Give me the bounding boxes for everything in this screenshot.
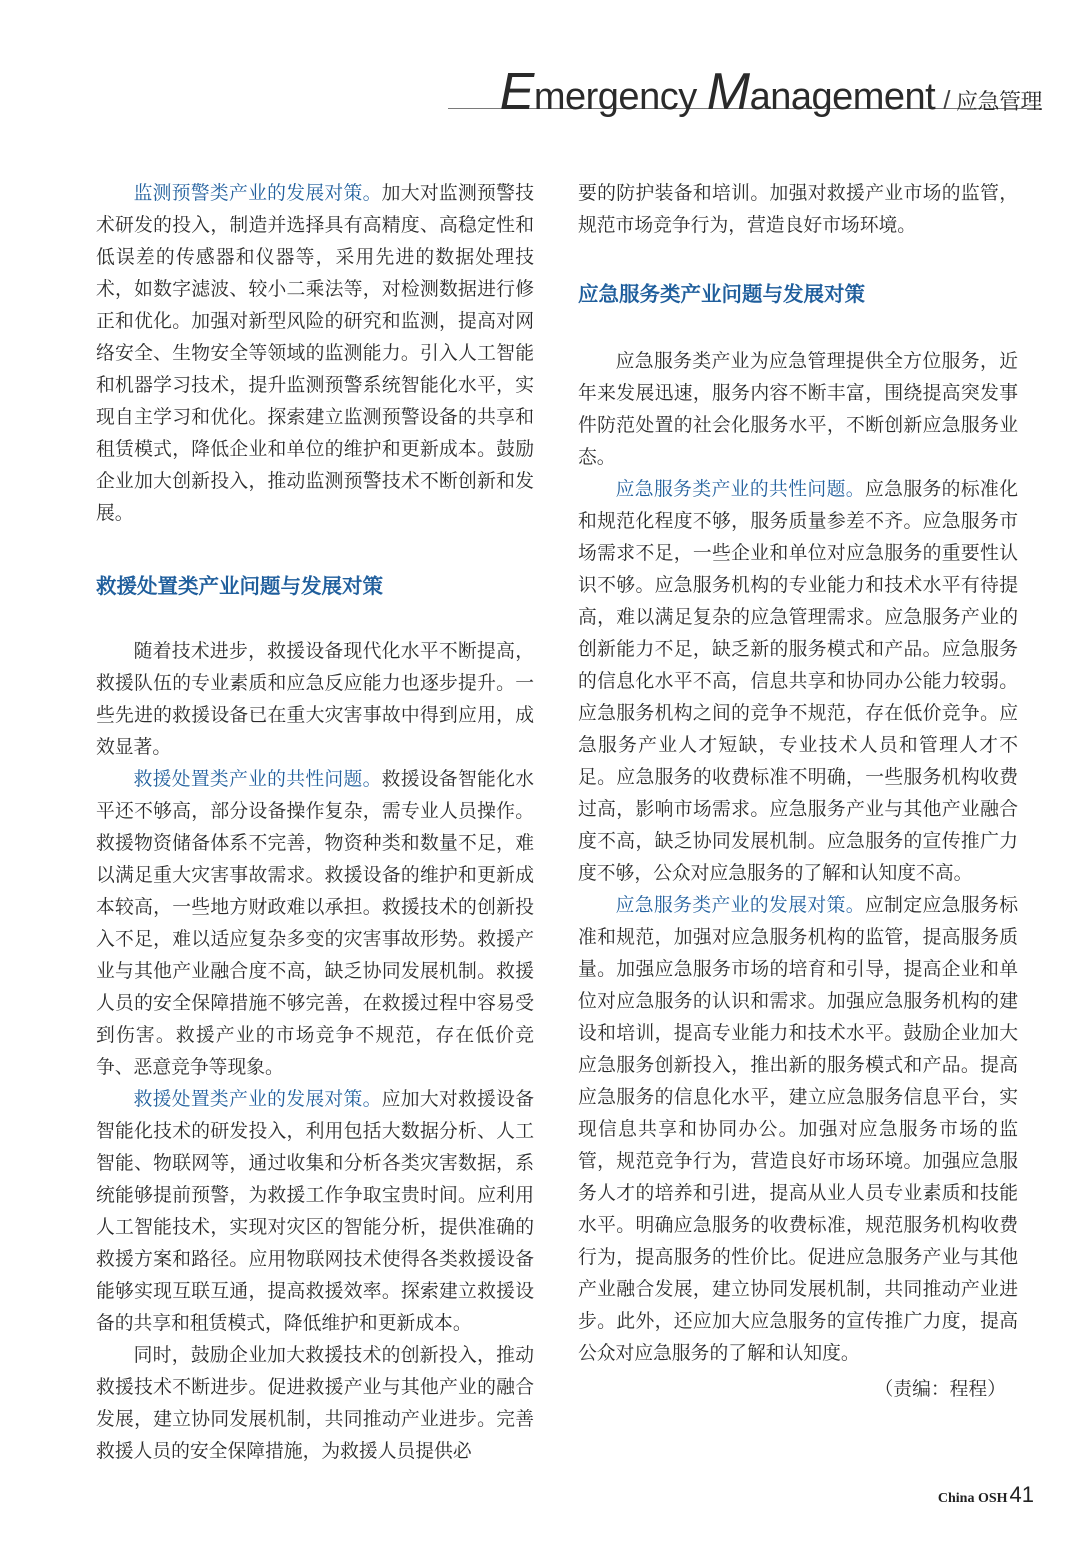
header-word-management: anagement (749, 76, 936, 118)
paragraph-rescue-intro: 随着技术进步，救援设备现代化水平不断提高，救援队伍的专业素质和应急反应能力也逐步提升。一些先进的救援设备已在重大灾害事故中得到应用，成效显著。 (96, 641, 534, 758)
paragraph-service-countermeasures: 应急服务类产业的发展对策。应制定应急服务标准和规范，加强对应急服务机构的监管，提高服务质量。加强应急服务市场的培育和引导，提高企业和单位对应急服务的认识和需求。加强应急服务机构的建设和培训，提高专业能力和技术水平。鼓励企业加大应急服务创新投入，推出新的服务模式和产品。提高应急服务的信息化水平，建立应急服务信息平台，实现信息共享和协同办公。加强对应急服务市场的监管，规范竞争行为，营造良好市场环境。加强应急服务人才的培养和引进，提高从业人员专业素质和技能水平。明确应急服务的收费标准，规范服务机构收费行为，提高服务的性价比。促进应急服务产业与其他产业融合发展，建立协同发展机制，共同推动产业进步。此外，还应加大应急服务的宣传推广力度，提高公众对应急服务的了解和认知度。 (578, 895, 1019, 1364)
page-footer (938, 1482, 1034, 1508)
lead-monitoring-countermeasures: 监测预警类产业的发展对策。 (133, 183, 382, 204)
paragraph-rescue-countermeasures: 救援处置类产业的发展对策。应加大对救援设备智能化技术的研发投入，利用包括大数据分析、人工智能、物联网等，通过收集和分析各类灾害数据，系统能够提前预警，为救援工作争取宝贵时间。应利用人工智能技术，实现对灾区的智能分析，提供准确的救援方案和路径。应用物联网技术使得各类救援设备能够实现互联互通，提高救援效率。探索建立救援设备的共享和租赁模式，降低维护和更新成本。 (96, 1089, 535, 1334)
paragraph-rescue-common-problems: 救援处置类产业的共性问题。救援设备智能化水平还不够高，部分设备操作复杂，需专业人员操作。救援物资储备体系不完善，物资种类和数量不足，难以满足重大灾害事故需求。救援设备的维护和更新成本较高，一些地方财政难以承担。救援技术的创新投入不足，难以适应复杂多变的灾害事故形势。救援产业与其他产业融合度不高，缺乏协同发展机制。救援人员的安全保障措施不够完善，在救援过程中容易受到伤害。救援产业的市场竞争不规范，存在低价竞争、恶意竞争等现象。 (96, 769, 535, 1078)
running-header (448, 58, 1042, 121)
paragraph-continuation: 要的防护装备和培训。加强对救援产业市场的监管，规范市场竞争行为，营造良好市场环境。 (578, 183, 1018, 236)
page-number: 41 (1009, 1482, 1034, 1507)
lead-service-common-problems: 应急服务类产业的共性问题。 (615, 479, 865, 500)
header-cap-e: E (499, 63, 534, 121)
header-title (500, 62, 1042, 122)
editor-credit: （责编：程程） (874, 1379, 1006, 1400)
lead-service-countermeasures: 应急服务类产业的发展对策。 (615, 895, 865, 916)
header-section-cn: 应急管理 (955, 89, 1042, 114)
lead-rescue-common-problems: 救援处置类产业的共性问题。 (133, 769, 382, 790)
paragraph-monitoring-countermeasures: 监测预警类产业的发展对策。加大对监测预警技术研发的投入，制造并选择具有高精度、高稳定性和低误差的传感器和仪器等，采用先进的数据处理技术，如数字滤波、较小二乘法等，对检测数据进行修正和优化。加强对新型风险的研究和监测，提高对网络安全、生物安全等领域的监测能力。引入人工智能和机器学习技术，提升监测预警系统智能化水平，实现自主学习和优化。探索建立监测预警设备的共享和租赁模式，降低企业和单位的维护和更新成本。鼓励企业加大创新投入，推动监测预警技术不断创新和发展。 (96, 183, 535, 524)
lead-rescue-countermeasures: 救援处置类产业的发展对策。 (133, 1089, 382, 1110)
magazine-name: China OSH (937, 1491, 1008, 1506)
left-column (96, 178, 534, 1468)
right-column (578, 178, 1018, 1406)
paragraph-rescue-innovation: 同时，鼓励企业加大救援技术的创新投入，推动救援技术不断进步。促进救援产业与其他产业的融合发展，建立协同发展机制，共同推动产业进步。完善救援人员的安全保障措施，为救援人员提供必 (96, 1345, 534, 1462)
header-word-emergency: mergency (533, 76, 707, 118)
paragraph-service-intro: 应急服务类产业为应急管理提供全方位服务，近年来发展迅速，服务内容不断丰富，围绕提高突发事件防范处置的社会化服务水平，不断创新应急服务业态。 (578, 351, 1018, 468)
heading-rescue-industry: 救援处置类产业问题与发展对策 (96, 574, 383, 598)
header-slash: / (943, 85, 950, 115)
paragraph-service-common-problems: 应急服务类产业的共性问题。应急服务的标准化和规范化程度不够，服务质量参差不齐。应急服务市场需求不足，一些企业和单位对应急服务的重要性认识不够。应急服务机构的专业能力和技术水平有待提高，难以满足复杂的应急管理需求。应急服务产业的创新能力不足，缺乏新的服务模式和产品。应急服务的信息化水平不高，信息共享和协同办公能力较弱。应急服务机构之间的竞争不规范，存在低价竞争。应急服务产业人才短缺，专业技术人员和管理人才不足。应急服务的收费标准不明确，一些服务机构收费过高，影响市场需求。应急服务产业与其他产业融合度不高，缺乏协同发展机制。应急服务的宣传推广力度不够，公众对应急服务的了解和认知度不高。 (578, 479, 1019, 884)
heading-service-industry: 应急服务类产业问题与发展对策 (578, 282, 865, 306)
header-cap-m: M (706, 63, 750, 121)
